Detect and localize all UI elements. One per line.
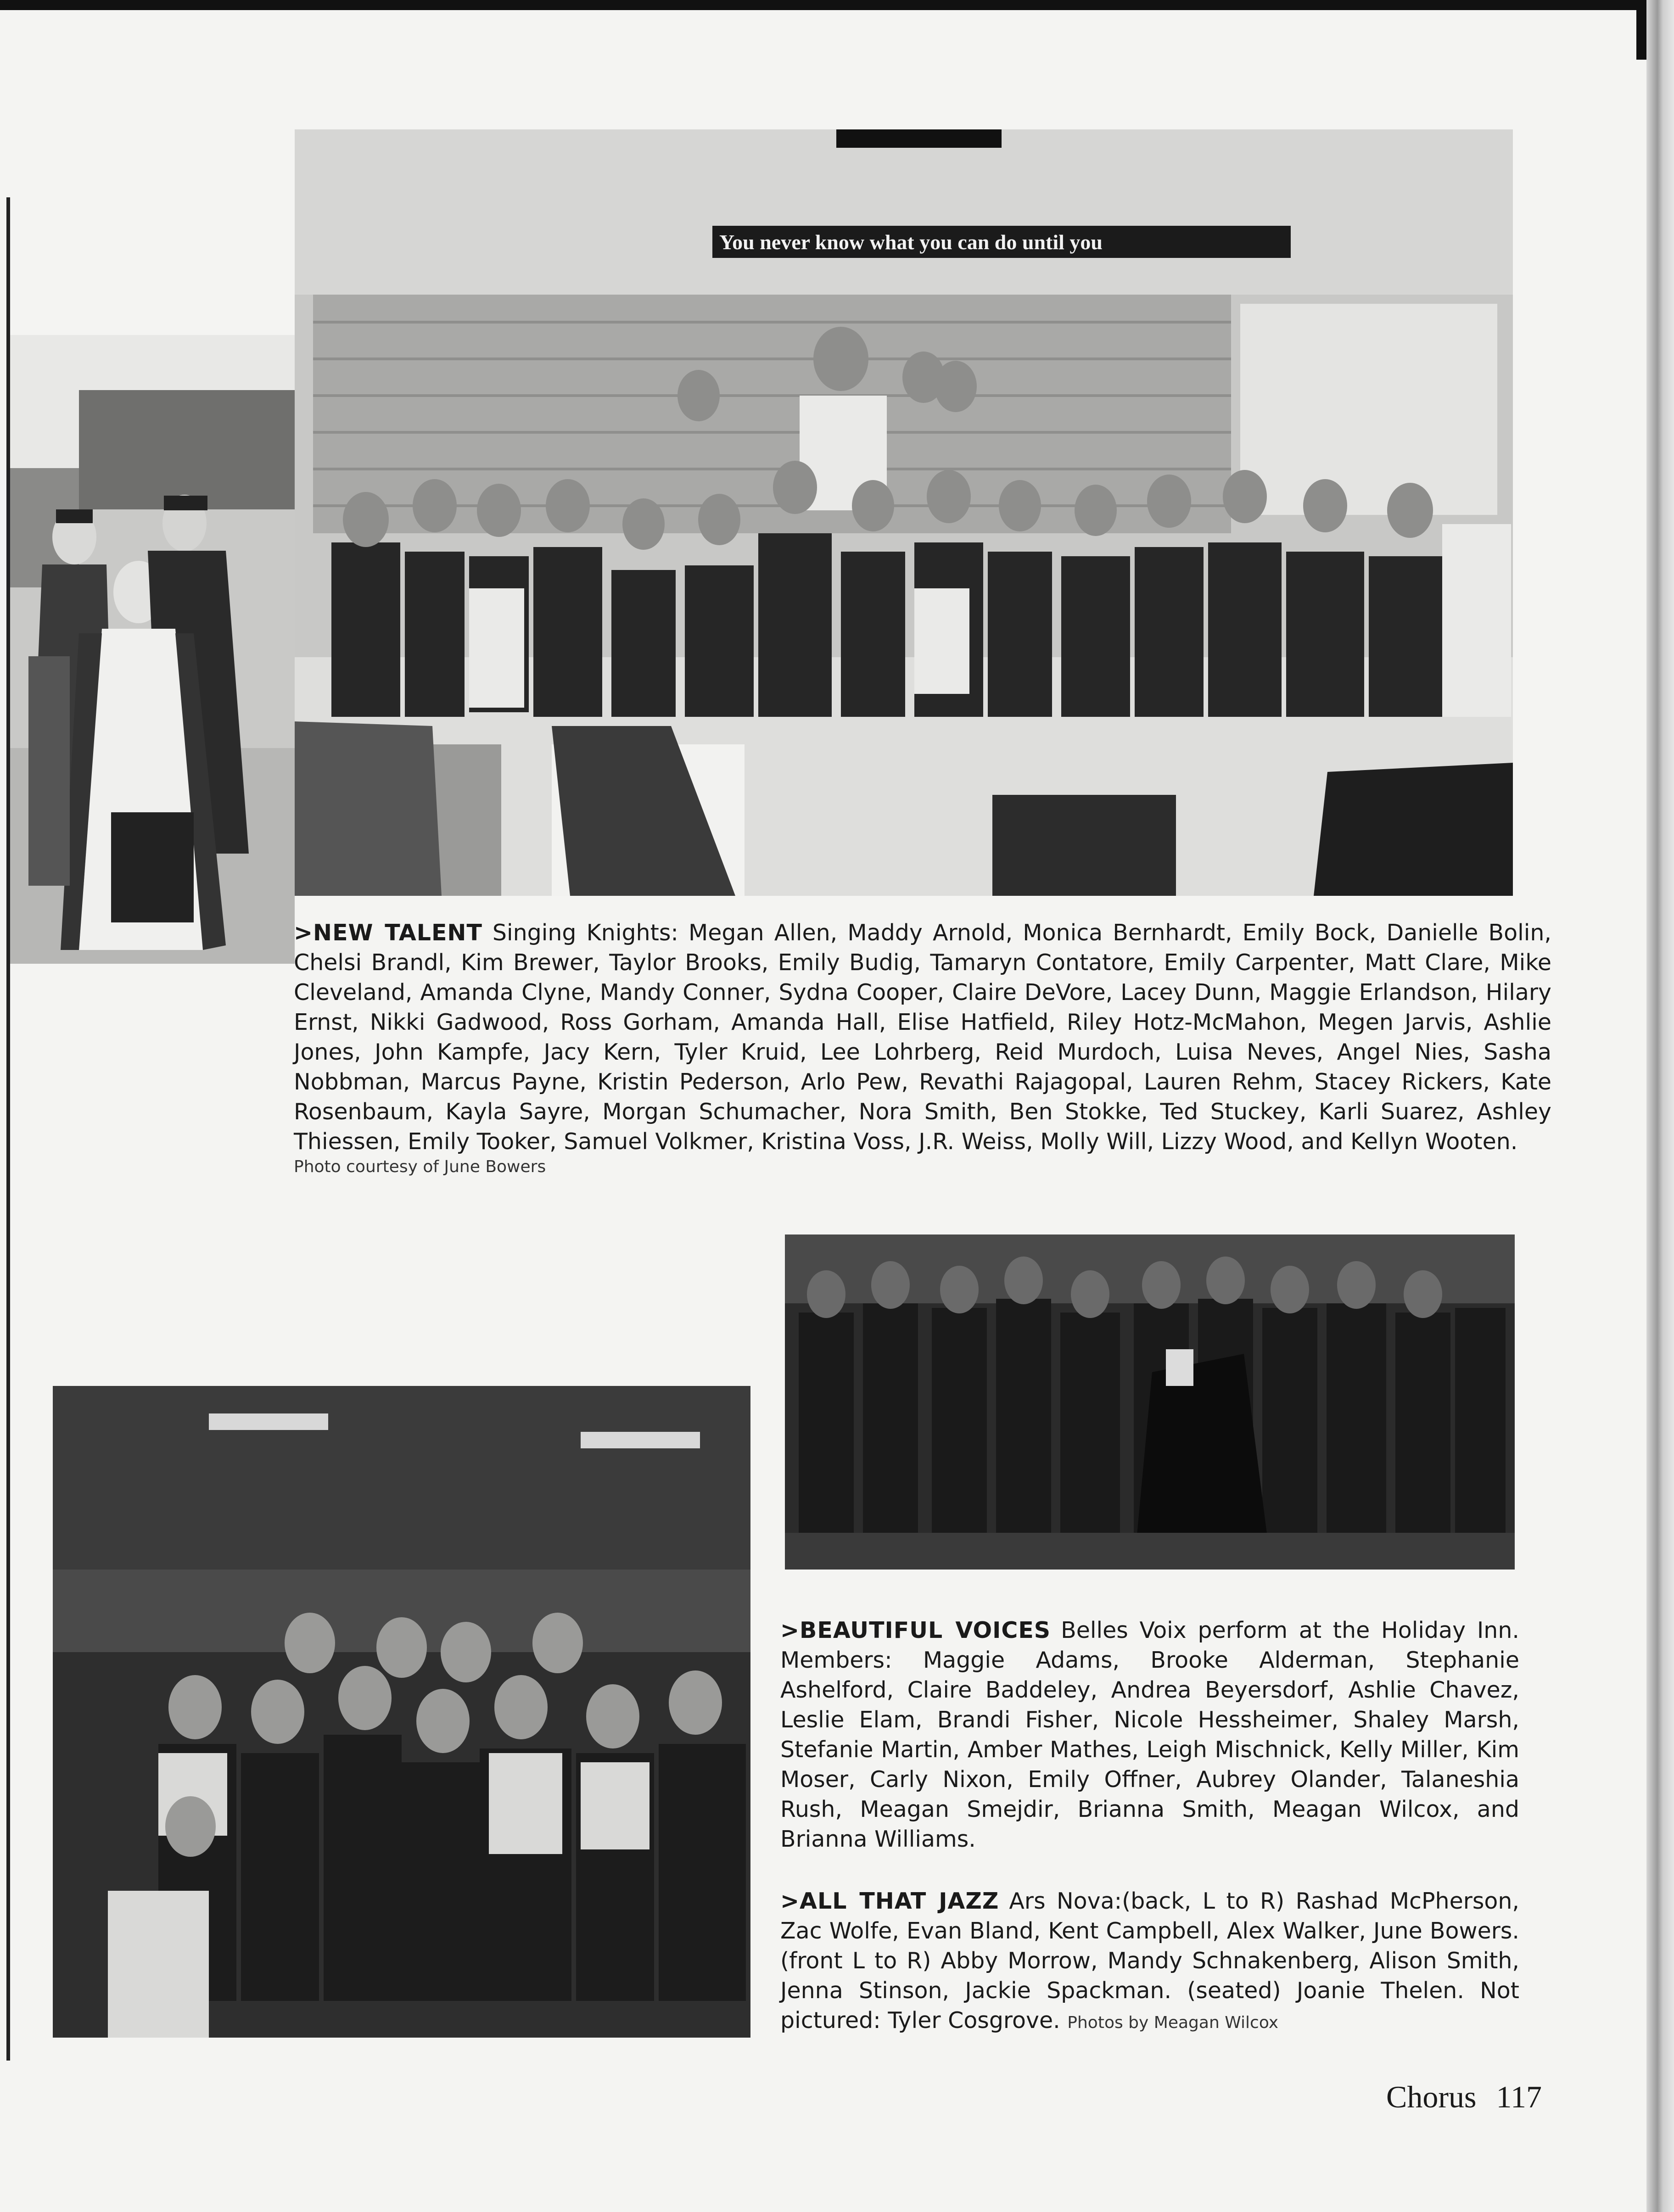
footer-section: Chorus [1386, 2079, 1477, 2114]
all-that-jazz-kicker: >ALL THAT JAZZ [780, 1888, 999, 1914]
top-edge-bar [0, 0, 1674, 10]
banner-text: You never know what you can do until you [719, 230, 1103, 254]
all-that-jazz-caption [780, 1886, 1519, 2035]
new-talent-credit: Photo courtesy of June Bowers [294, 1157, 546, 1176]
new-talent-body: Singing Knights: Megan Allen, Maddy Arnold, Monica Bernhardt, Emily Bock, Danielle Bolin, Chelsi Brandl, Kim Brewer, Taylor Brooks, Emily Budig, Tamaryn Contatore, Emily Carpenter, Matt Clare, Mike Cleveland, Amanda Clyne, Mandy Conner, Sydna Cooper, Claire DeVore, Lacey Dunn, Maggie Erlandson, Hilary Ernst, Nikki Gadwood, Ross Gorham, Amanda Hall, Elise Hatfield, Riley Hotz-McMahon, Megen Jarvis, Ashlie Jones, John Kampfe, Jacy Kern, Tyler Kruid, Lee Lohrberg, Reid Murdoch, Luisa Neves, Angel Nies, Sasha Nobbman, Marcus Payne, Kristin Pederson, Arlo Pew, Revathi Rajagopal, Lauren Rehm, Stacey Rickers, Kate Rosenbaum, Kayla Sayre, Morgan Schumacher, Nora Smith, Ben Stokke, Ted Stuckey, Karli Suarez, Ashley Thiessen, Emily Tooker, Samuel Volkmer, Kristina Voss, J.R. Weiss, Molly Will, Lizzy Wood, and Kellyn Wooten. [294, 920, 1551, 1155]
ars-nova-photo [53, 1386, 750, 2038]
left-edge-rule [6, 197, 10, 2061]
new-talent-kicker: >NEW TALENT [294, 920, 482, 946]
beautiful-voices-body: Belles Voix perform at the Holiday Inn. Members: Maggie Adams, Brooke Alderman, Stephanie Ashelford, Claire Baddeley, Andrea Beyersdorf, Ashlie Chavez, Leslie Elam, Brandi Fisher, Nicole Hessheimer, Shaley Marsh, Stefanie Martin, Amber Mathes, Leigh Mischnick, Kelly Miller, Kim Moser, Carly Nixon, Emily Offner, Aubrey Olander, Talaneshia Rush, Meagan Smejdir, Brianna Smith, Meagan Wilcox, and Brianna Williams. [780, 1617, 1519, 1852]
costume-photo [10, 335, 295, 964]
new-talent-caption [294, 918, 1551, 1178]
beautiful-voices-caption [780, 1615, 1519, 1854]
page-footer [1386, 2079, 1570, 2115]
belles-voix-photo [785, 1234, 1515, 1570]
all-that-jazz-body: Ars Nova:(back, L to R) Rashad McPherson, Zac Wolfe, Evan Bland, Kent Campbell, Alex Walker, June Bowers. (front L to R) Abby Morrow, Mandy Schnakenberg, Alison Smith, Jenna Stinson, Jackie Spackman. (seated) Joanie Thelen. Not pictured: Tyler Cosgrove. [780, 1888, 1519, 2033]
page-binding-edge [1646, 0, 1674, 2212]
footer-page-number: 117 [1496, 2079, 1542, 2114]
beautiful-voices-kicker: >BEAUTIFUL VOICES [780, 1617, 1051, 1643]
page-corner-shadow [1636, 0, 1646, 60]
all-that-jazz-credit: Photos by Meagan Wilcox [1067, 2013, 1279, 2032]
singing-knights-photo [295, 129, 1513, 896]
